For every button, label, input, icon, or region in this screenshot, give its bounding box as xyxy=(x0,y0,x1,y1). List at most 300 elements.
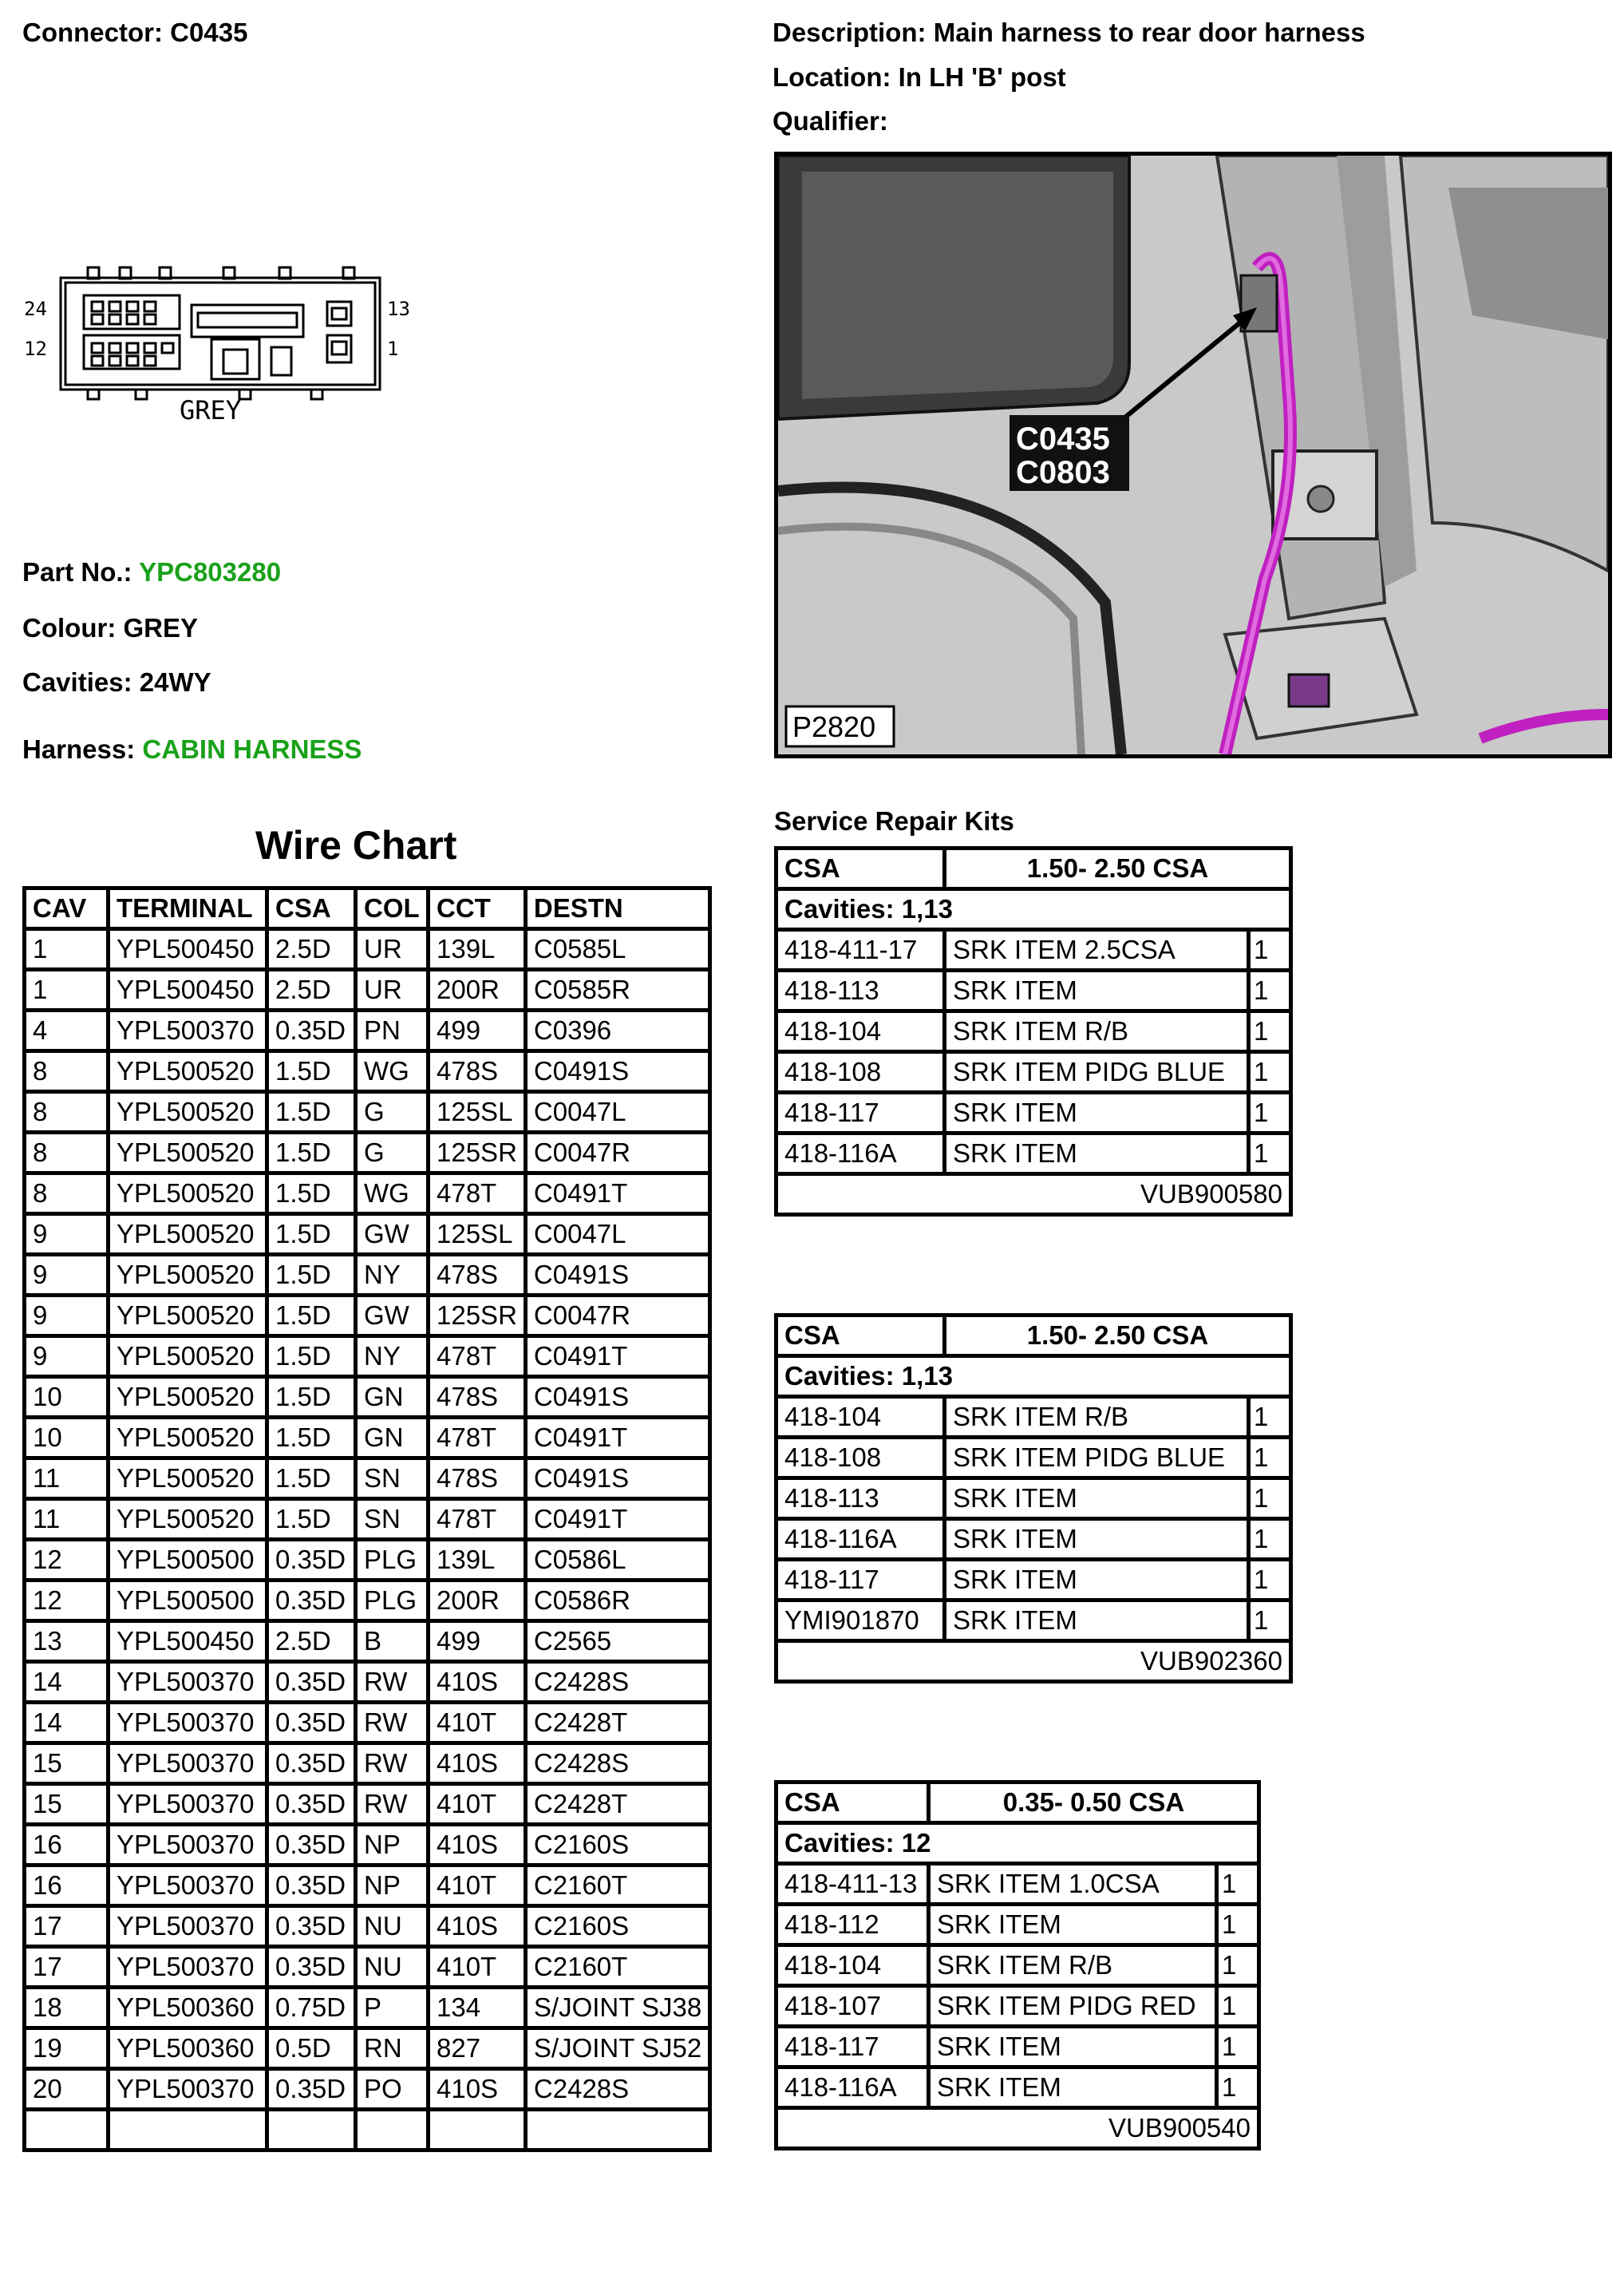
pin-24-label: 24 xyxy=(24,298,47,320)
cell-csa: 0.35D xyxy=(267,1947,356,1988)
kit-number-row xyxy=(776,1174,1291,1215)
kit-item-desc: SRK ITEM 2.5CSA xyxy=(945,930,1249,971)
cell-csa: 0.35D xyxy=(267,1784,356,1825)
kit-item-desc: SRK ITEM R/B xyxy=(945,1011,1249,1052)
cell-col: PN xyxy=(356,1011,429,1051)
kit-item-row xyxy=(776,1011,1291,1052)
kit-item-part: YMI901870 xyxy=(776,1600,945,1641)
cell-col: GW xyxy=(356,1296,429,1336)
cell-terminal: YPL500370 xyxy=(109,1743,267,1784)
wire-chart-row xyxy=(25,1296,710,1336)
wire-chart-row xyxy=(25,1011,710,1051)
kit-csa-range: 1.50- 2.50 CSA xyxy=(945,849,1291,889)
cell-terminal: YPL500370 xyxy=(109,1866,267,1906)
cell-cct: 139L xyxy=(429,929,526,970)
cell-csa: 0.35D xyxy=(267,2069,356,2110)
cell-cav: 16 xyxy=(25,1825,109,1866)
kit-item-row xyxy=(776,1560,1291,1600)
cell-cct: 125SL xyxy=(429,1214,526,1255)
kit-item-qty: 1 xyxy=(1249,1093,1291,1134)
cell-cav: 17 xyxy=(25,1906,109,1947)
kit-item-row xyxy=(776,2027,1259,2067)
cell-cct: 134 xyxy=(429,1988,526,2028)
cell-col: SN xyxy=(356,1499,429,1540)
kit-item-row xyxy=(776,1986,1259,2027)
wire-chart-row xyxy=(25,1621,710,1662)
cell-cav: 18 xyxy=(25,1988,109,2028)
col-cav: CAV xyxy=(25,888,109,929)
cell-terminal: YPL500370 xyxy=(109,1825,267,1866)
cell-col: NU xyxy=(356,1906,429,1947)
cell-cct: 410S xyxy=(429,1662,526,1703)
cell-destn: C0396 xyxy=(525,1011,709,1051)
cell-destn: C0491T xyxy=(525,1336,709,1377)
kit-item-row xyxy=(776,1519,1291,1560)
cell-csa: 0.35D xyxy=(267,1825,356,1866)
cell-cav: 4 xyxy=(25,1011,109,1051)
kit-item-row xyxy=(776,1864,1259,1905)
cell-col: RW xyxy=(356,1784,429,1825)
cell-csa: 1.5D xyxy=(267,1296,356,1336)
wire-chart-row xyxy=(25,1866,710,1906)
wire-chart-row xyxy=(25,1051,710,1092)
cell-csa: 1.5D xyxy=(267,1133,356,1173)
cell-terminal: YPL500520 xyxy=(109,1499,267,1540)
cell-cct: 139L xyxy=(429,1540,526,1581)
cell-csa: 1.5D xyxy=(267,1051,356,1092)
kit-number: VUB900540 xyxy=(776,2108,1259,2149)
wire-chart-row xyxy=(25,929,710,970)
cell-cav: 8 xyxy=(25,1051,109,1092)
part-value: YPC803280 xyxy=(139,557,282,587)
cell-terminal: YPL500370 xyxy=(109,1906,267,1947)
cell-cav: 15 xyxy=(25,1743,109,1784)
cell-cct: 410S xyxy=(429,1743,526,1784)
kit-item-qty: 1 xyxy=(1217,1945,1259,1986)
cell-cav: 10 xyxy=(25,1418,109,1458)
kit-item-row xyxy=(776,1905,1259,1945)
cell-csa: 2.5D xyxy=(267,929,356,970)
cell-cct: 827 xyxy=(429,2028,526,2069)
cell-terminal: YPL500370 xyxy=(109,2069,267,2110)
cell-cav: 9 xyxy=(25,1214,109,1255)
col-cct: CCT xyxy=(429,888,526,929)
cell-cav: 9 xyxy=(25,1296,109,1336)
cell-destn: S/JOINT SJ52 xyxy=(525,2028,709,2069)
cell-csa: 0.35D xyxy=(267,1703,356,1743)
cell-destn: C0586L xyxy=(525,1540,709,1581)
kit-item-desc: SRK ITEM PIDG RED xyxy=(929,1986,1217,2027)
cell-col: GW xyxy=(356,1214,429,1255)
kit-item-part: 418-113 xyxy=(776,971,945,1011)
cell-cav: 9 xyxy=(25,1336,109,1377)
wire-chart-row xyxy=(25,1906,710,1947)
cell-cav: 15 xyxy=(25,1784,109,1825)
wire-chart-row xyxy=(25,2069,710,2110)
cell-destn: C2160S xyxy=(525,1906,709,1947)
kit-item-part: 418-107 xyxy=(776,1986,929,2027)
kit-item-part: 418-108 xyxy=(776,1438,945,1478)
cell-cct: 125SR xyxy=(429,1296,526,1336)
cell-destn: C0491T xyxy=(525,1418,709,1458)
cell-cct: 478S xyxy=(429,1255,526,1296)
service-kit-table xyxy=(774,1313,1293,1684)
location-illustration xyxy=(778,156,1608,754)
cell-cav: 11 xyxy=(25,1499,109,1540)
callout-c0435: C0435 xyxy=(1016,421,1110,457)
cell-destn: C0047L xyxy=(525,1214,709,1255)
cell-col: G xyxy=(356,1092,429,1133)
wire-chart-row xyxy=(25,1377,710,1418)
kit-item-row xyxy=(776,2067,1259,2108)
cell-destn: C2428T xyxy=(525,1784,709,1825)
kit-item-part: 418-116A xyxy=(776,1519,945,1560)
cell-col: NY xyxy=(356,1255,429,1296)
col-col: COL xyxy=(356,888,429,929)
cell-cav: 11 xyxy=(25,1458,109,1499)
cell-col: PLG xyxy=(356,1540,429,1581)
cell-cav: 1 xyxy=(25,929,109,970)
cell-cct: 478S xyxy=(429,1458,526,1499)
cell-destn: C2428S xyxy=(525,1662,709,1703)
cell-cav: 8 xyxy=(25,1133,109,1173)
kit-cavities: Cavities: 1,13 xyxy=(776,889,1291,930)
cell-csa: 2.5D xyxy=(267,970,356,1011)
cell-destn: C2160T xyxy=(525,1866,709,1906)
cell-col: SN xyxy=(356,1458,429,1499)
cell-col: RN xyxy=(356,2028,429,2069)
wire-chart-table xyxy=(22,886,712,2152)
cell-destn: C0491T xyxy=(525,1499,709,1540)
pin-1-label: 1 xyxy=(387,338,399,360)
wire-chart-title: Wire Chart xyxy=(255,823,457,868)
kit-csa-label: CSA xyxy=(776,1782,929,1823)
wire-chart-row xyxy=(25,1743,710,1784)
qualifier-label: Qualifier: xyxy=(772,106,888,136)
cell-csa: 0.35D xyxy=(267,1866,356,1906)
connector-line xyxy=(22,18,247,48)
wire-chart-row xyxy=(25,1133,710,1173)
cell-cav: 12 xyxy=(25,1540,109,1581)
cell-col: UR xyxy=(356,929,429,970)
kit-cavities-row xyxy=(776,1356,1291,1397)
cell-col: RW xyxy=(356,1703,429,1743)
cell-terminal: YPL500500 xyxy=(109,1581,267,1621)
cell-cav: 8 xyxy=(25,1092,109,1133)
kit-item-desc: SRK ITEM R/B xyxy=(929,1945,1217,1986)
cell-terminal: YPL500520 xyxy=(109,1214,267,1255)
cell-terminal: YPL500370 xyxy=(109,1703,267,1743)
cell-destn: C0047R xyxy=(525,1296,709,1336)
location-value: In LH 'B' post xyxy=(898,62,1066,92)
cell-cct: 410S xyxy=(429,2069,526,2110)
cell-destn: C0491T xyxy=(525,1173,709,1214)
kit-header-row xyxy=(776,849,1291,889)
cell-csa: 0.35D xyxy=(267,1540,356,1581)
cell-terminal xyxy=(109,2110,267,2150)
cell-cct: 478T xyxy=(429,1173,526,1214)
kit-item-desc: SRK ITEM 1.0CSA xyxy=(929,1864,1217,1905)
kit-item-qty: 1 xyxy=(1217,1986,1259,2027)
cell-destn xyxy=(525,2110,709,2150)
wire-chart-body xyxy=(25,929,710,2150)
cell-terminal: YPL500360 xyxy=(109,1988,267,2028)
wire-chart-row xyxy=(25,1662,710,1703)
cell-cct: 410S xyxy=(429,1906,526,1947)
kit-item-qty: 1 xyxy=(1249,1600,1291,1641)
cell-csa: 0.35D xyxy=(267,1011,356,1051)
location-line xyxy=(772,62,1066,93)
location-photo xyxy=(774,152,1612,758)
kit-item-row xyxy=(776,1438,1291,1478)
cell-cav: 14 xyxy=(25,1662,109,1703)
cell-cct: 478S xyxy=(429,1377,526,1418)
cell-terminal: YPL500520 xyxy=(109,1296,267,1336)
cell-csa: 0.35D xyxy=(267,1662,356,1703)
kit-item-desc: SRK ITEM xyxy=(945,1519,1249,1560)
kit-number: VUB902360 xyxy=(776,1641,1291,1682)
cell-terminal: YPL500450 xyxy=(109,970,267,1011)
part-label: Part No.: xyxy=(22,557,132,587)
kit-item-qty: 1 xyxy=(1249,1519,1291,1560)
cell-csa xyxy=(267,2110,356,2150)
kit-item-qty: 1 xyxy=(1249,1134,1291,1174)
wire-chart-row xyxy=(25,1499,710,1540)
wire-chart-row xyxy=(25,1418,710,1458)
cell-cav: 17 xyxy=(25,1947,109,1988)
connector-label: Connector: xyxy=(22,18,163,47)
kit-item-qty: 1 xyxy=(1249,971,1291,1011)
cell-col: PLG xyxy=(356,1581,429,1621)
col-terminal: TERMINAL xyxy=(109,888,267,929)
cell-col: WG xyxy=(356,1051,429,1092)
cell-terminal: YPL500520 xyxy=(109,1458,267,1499)
cell-col: GN xyxy=(356,1377,429,1418)
cell-csa: 1.5D xyxy=(267,1173,356,1214)
cell-destn: C0047L xyxy=(525,1092,709,1133)
cell-terminal: YPL500500 xyxy=(109,1540,267,1581)
cell-cct: 125SR xyxy=(429,1133,526,1173)
colour-label: Colour: xyxy=(22,613,117,643)
kit-item-desc: SRK ITEM xyxy=(945,1093,1249,1134)
cell-csa: 0.75D xyxy=(267,1988,356,2028)
cell-csa: 1.5D xyxy=(267,1214,356,1255)
kit-item-part: 418-411-17 xyxy=(776,930,945,971)
description-line xyxy=(772,18,1365,48)
cell-cct: 499 xyxy=(429,1621,526,1662)
kit-header-row xyxy=(776,1782,1259,1823)
cell-col: NY xyxy=(356,1336,429,1377)
kit-item-part: 418-117 xyxy=(776,2027,929,2067)
col-csa: CSA xyxy=(267,888,356,929)
cell-col: RW xyxy=(356,1743,429,1784)
cell-col: WG xyxy=(356,1173,429,1214)
kit-item-desc: SRK ITEM R/B xyxy=(945,1397,1249,1438)
kit-item-part: 418-104 xyxy=(776,1945,929,1986)
location-label: Location: xyxy=(772,62,891,92)
kit-item-desc: SRK ITEM xyxy=(945,1600,1249,1641)
cell-destn: C0047R xyxy=(525,1133,709,1173)
connector-value: C0435 xyxy=(170,18,248,47)
cell-terminal: YPL500520 xyxy=(109,1418,267,1458)
cell-destn: C0491S xyxy=(525,1377,709,1418)
wire-chart-row xyxy=(25,1947,710,1988)
cell-cav: 1 xyxy=(25,970,109,1011)
cell-cav: 8 xyxy=(25,1173,109,1214)
cell-cct: 410T xyxy=(429,1703,526,1743)
cavities-label: Cavities: xyxy=(22,667,132,697)
cell-cct: 410T xyxy=(429,1866,526,1906)
cell-csa: 2.5D xyxy=(267,1621,356,1662)
cell-destn: C0586R xyxy=(525,1581,709,1621)
kit-item-part: 418-116A xyxy=(776,1134,945,1174)
kit-cavities: Cavities: 1,13 xyxy=(776,1356,1291,1397)
cell-cav: 12 xyxy=(25,1581,109,1621)
kit-item-desc: SRK ITEM xyxy=(929,2067,1217,2108)
cell-cct: 478T xyxy=(429,1418,526,1458)
description-value: Main harness to rear door harness xyxy=(933,18,1365,47)
cell-terminal: YPL500520 xyxy=(109,1336,267,1377)
cell-col: NP xyxy=(356,1866,429,1906)
cell-terminal: YPL500520 xyxy=(109,1173,267,1214)
wire-chart-row xyxy=(25,1784,710,1825)
cell-cct: 478S xyxy=(429,1051,526,1092)
cell-cav: 10 xyxy=(25,1377,109,1418)
cell-destn: C2565 xyxy=(525,1621,709,1662)
kit-item-qty: 1 xyxy=(1217,2067,1259,2108)
colour-value: GREY xyxy=(123,613,199,643)
callout-c0803: C0803 xyxy=(1016,455,1110,490)
cell-destn: C0491S xyxy=(525,1051,709,1092)
kit-item-part: 418-104 xyxy=(776,1011,945,1052)
kit-item-part: 418-113 xyxy=(776,1478,945,1519)
cell-destn: C0585L xyxy=(525,929,709,970)
wire-chart-row xyxy=(25,970,710,1011)
kit-item-row xyxy=(776,1945,1259,1986)
kit-header-row xyxy=(776,1316,1291,1356)
service-kits-title: Service Repair Kits xyxy=(774,806,1014,836)
colour-line xyxy=(22,613,198,643)
kit-item-part: 418-104 xyxy=(776,1397,945,1438)
kit-item-row xyxy=(776,1052,1291,1093)
kit-item-qty: 1 xyxy=(1249,1397,1291,1438)
kit-item-part: 418-112 xyxy=(776,1905,929,1945)
cell-cav: 13 xyxy=(25,1621,109,1662)
cell-terminal: YPL500520 xyxy=(109,1133,267,1173)
cell-destn: C0491S xyxy=(525,1458,709,1499)
wire-chart-header-row xyxy=(25,888,710,929)
kit-item-qty: 1 xyxy=(1249,1560,1291,1600)
cell-cct: 410S xyxy=(429,1825,526,1866)
kit-item-qty: 1 xyxy=(1249,1438,1291,1478)
cell-cav: 9 xyxy=(25,1255,109,1296)
cavities-line xyxy=(22,667,211,698)
qualifier-line xyxy=(772,106,888,137)
cell-terminal: YPL500450 xyxy=(109,1621,267,1662)
kit-item-part: 418-117 xyxy=(776,1093,945,1134)
cell-destn: C2160S xyxy=(525,1825,709,1866)
cell-terminal: YPL500370 xyxy=(109,1662,267,1703)
kit-item-desc: SRK ITEM xyxy=(945,971,1249,1011)
kit-csa-label: CSA xyxy=(776,849,945,889)
kit-item-part: 418-411-13 xyxy=(776,1864,929,1905)
cell-csa: 1.5D xyxy=(267,1255,356,1296)
wire-chart-row xyxy=(25,1540,710,1581)
wire-chart-row xyxy=(25,1336,710,1377)
wire-chart-row xyxy=(25,1988,710,2028)
kit-item-qty: 1 xyxy=(1249,930,1291,971)
kit-number: VUB900580 xyxy=(776,1174,1291,1215)
cell-col: G xyxy=(356,1133,429,1173)
cell-csa: 1.5D xyxy=(267,1377,356,1418)
kit-item-desc: SRK ITEM xyxy=(945,1560,1249,1600)
kit-item-qty: 1 xyxy=(1217,1864,1259,1905)
cell-destn: C0491S xyxy=(525,1255,709,1296)
kit-item-part: 418-117 xyxy=(776,1560,945,1600)
cell-terminal: YPL500360 xyxy=(109,2028,267,2069)
kit-item-row xyxy=(776,1134,1291,1174)
harness-line xyxy=(22,734,362,765)
cell-col: UR xyxy=(356,970,429,1011)
kit-number-row xyxy=(776,1641,1291,1682)
cell-terminal: YPL500450 xyxy=(109,929,267,970)
harness-value: CABIN HARNESS xyxy=(142,734,362,764)
kit-item-row xyxy=(776,1093,1291,1134)
cell-csa: 0.35D xyxy=(267,1743,356,1784)
kit-cavities: Cavities: 12 xyxy=(776,1823,1259,1864)
cell-csa: 0.35D xyxy=(267,1906,356,1947)
cell-destn: C2428S xyxy=(525,1743,709,1784)
cell-col xyxy=(356,2110,429,2150)
kit-item-row xyxy=(776,1397,1291,1438)
cell-terminal: YPL500370 xyxy=(109,1011,267,1051)
wire-chart-row xyxy=(25,1581,710,1621)
cell-cct: 410T xyxy=(429,1947,526,1988)
cavities-value: 24WY xyxy=(139,667,211,697)
wire-chart-row xyxy=(25,1458,710,1499)
cell-col: PO xyxy=(356,2069,429,2110)
cell-cav: 20 xyxy=(25,2069,109,2110)
kit-item-desc: SRK ITEM PIDG BLUE xyxy=(945,1052,1249,1093)
kit-item-qty: 1 xyxy=(1249,1478,1291,1519)
kit-item-qty: 1 xyxy=(1249,1011,1291,1052)
wire-chart-row xyxy=(25,1703,710,1743)
kit-item-desc: SRK ITEM xyxy=(929,1905,1217,1945)
kit-item-row xyxy=(776,1478,1291,1519)
kit-csa-range: 0.35- 0.50 CSA xyxy=(929,1782,1259,1823)
cell-cct xyxy=(429,2110,526,2150)
cell-cav: 19 xyxy=(25,2028,109,2069)
service-kit-table xyxy=(774,1780,1261,2150)
kit-item-part: 418-116A xyxy=(776,2067,929,2108)
pin-13-label: 13 xyxy=(387,298,410,320)
kit-number-row xyxy=(776,2108,1259,2149)
cell-csa: 0.5D xyxy=(267,2028,356,2069)
wire-chart-row xyxy=(25,1092,710,1133)
kit-cavities-row xyxy=(776,889,1291,930)
cell-csa: 1.5D xyxy=(267,1336,356,1377)
kit-cavities-row xyxy=(776,1823,1259,1864)
kit-csa-label: CSA xyxy=(776,1316,945,1356)
wire-chart-row xyxy=(25,1173,710,1214)
description-label: Description: xyxy=(772,18,927,47)
cell-col: RW xyxy=(356,1662,429,1703)
cell-cct: 125SL xyxy=(429,1092,526,1133)
harness-label: Harness: xyxy=(22,734,136,764)
cell-terminal: YPL500370 xyxy=(109,1784,267,1825)
cell-csa: 0.35D xyxy=(267,1581,356,1621)
cell-terminal: YPL500520 xyxy=(109,1051,267,1092)
